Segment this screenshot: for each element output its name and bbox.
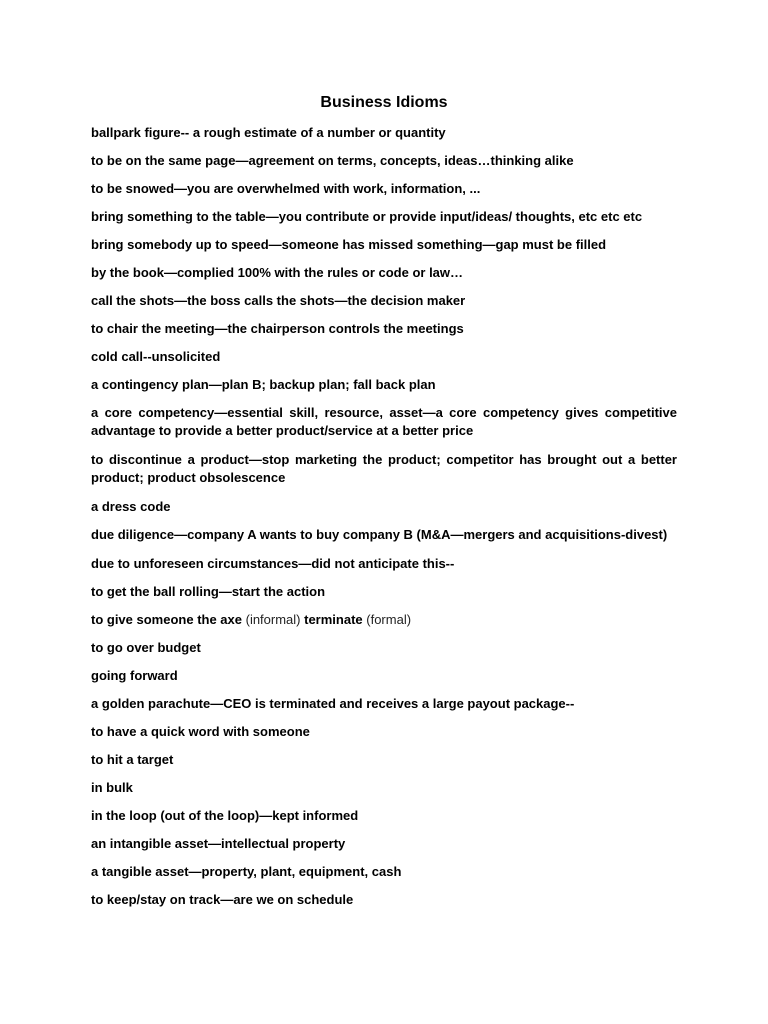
idiom-term: to give someone the axe — [91, 612, 246, 627]
idiom-entry: to have a quick word with someone — [91, 724, 310, 739]
document-title: Business Idioms — [320, 94, 448, 111]
idiom-entry: an intangible asset—intellectual property — [91, 836, 346, 851]
idiom-entry: a core competency—essential skill, resource, asset—a core competency gives competitive advantage to provide a better product/service at a better price — [91, 405, 677, 438]
idiom-entry: bring something to the table—you contribute or provide input/ideas/ thoughts, etc etc etc — [91, 209, 643, 224]
idiom-entry: to get the ball rolling—start the action — [91, 584, 326, 599]
idiom-entry: cold call--unsolicited — [91, 349, 221, 364]
idiom-entry: to be on the same page—agreement on terms, concepts, ideas…thinking alike — [91, 153, 574, 168]
idiom-entry: ballpark figure-- a rough estimate of a number or quantity — [91, 125, 446, 140]
idiom-entry: to hit a target — [91, 752, 174, 767]
idiom-entry: call the shots—the boss calls the shots—the decision maker — [91, 293, 466, 308]
idiom-entry: to be snowed—you are overwhelmed with work, information, ... — [91, 181, 481, 196]
idiom-entry: a dress code — [91, 499, 171, 514]
idiom-entry: by the book—complied 100% with the rules or code or law… — [91, 265, 464, 280]
idiom-entry: a contingency plan—plan B; backup plan; fall back plan — [91, 377, 436, 392]
idiom-entry: in the loop (out of the loop)—kept informed — [91, 808, 359, 823]
idiom-entry: in bulk — [91, 780, 133, 795]
idiom-entry-mixed — [91, 611, 677, 629]
idiom-term-formal: terminate — [300, 612, 367, 627]
idiom-entry: bring somebody up to speed—someone has missed something—gap must be filled — [91, 237, 607, 252]
idiom-entry: a tangible asset—property, plant, equipment, cash — [91, 864, 402, 879]
idiom-entry: a golden parachute—CEO is terminated and receives a large payout package-- — [91, 696, 575, 711]
idiom-entry: to go over budget — [91, 640, 201, 655]
register-note-informal: (informal) — [245, 612, 301, 627]
idiom-entry: to chair the meeting—the chairperson controls the meetings — [91, 321, 464, 336]
idiom-entry: going forward — [91, 668, 178, 683]
idiom-entry: to keep/stay on track—are we on schedule — [91, 892, 354, 907]
register-note-formal: (formal) — [366, 612, 412, 627]
idiom-list — [91, 124, 677, 919]
idiom-entry: due diligence—company A wants to buy company B (M&A—mergers and acquisitions-divest) — [91, 527, 668, 542]
idiom-entry: to discontinue a product—stop marketing the product; competitor has brought out a better product; product obsolescence — [91, 452, 677, 485]
idiom-entry: due to unforeseen circumstances—did not anticipate this-- — [91, 556, 455, 571]
